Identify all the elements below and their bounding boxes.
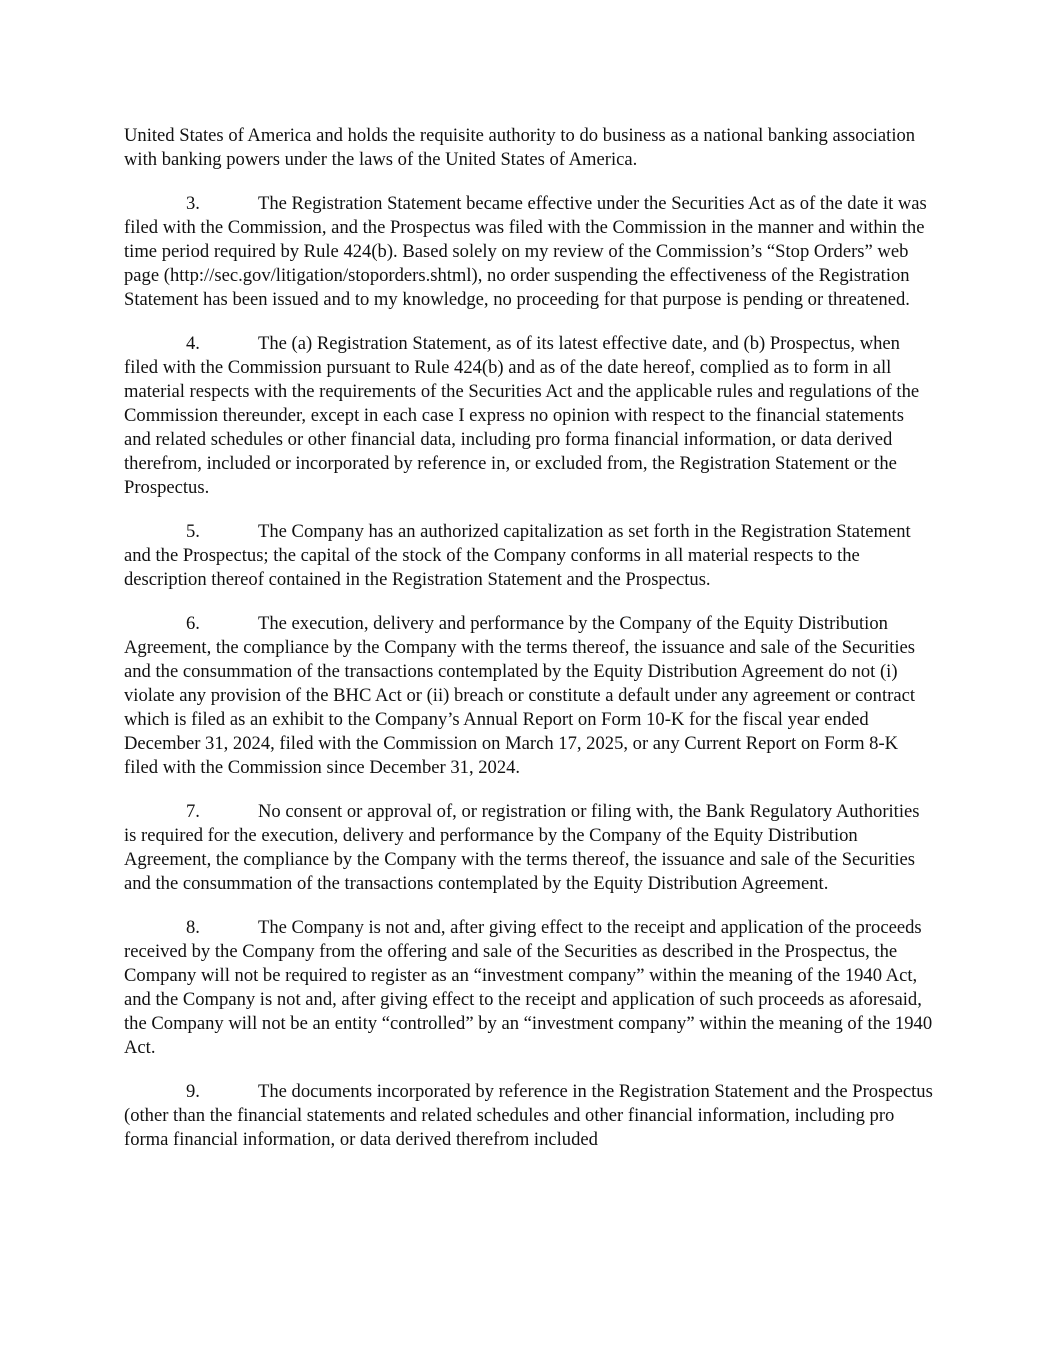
paragraph-number: 7. <box>186 801 200 822</box>
paragraph-number: 4. <box>186 333 200 354</box>
paragraph-6 <box>124 612 934 780</box>
paragraph-text: The Company has an authorized capitalization as set forth in the Registration Statement and the Prospectus; the capital of the stock of the Company conforms in all material respects to the description thereof contained in the Registration Statement and the Prospectus. <box>124 521 911 590</box>
paragraph-text: The documents incorporated by reference in the Registration Statement and the Prospectus (other than the financial statements and related schedules and other financial information, including pro forma financial information, or data derived therefrom included <box>124 1081 933 1150</box>
paragraph-number: 9. <box>186 1081 200 1102</box>
paragraph-number: 5. <box>186 521 200 542</box>
paragraph-3 <box>124 192 934 312</box>
paragraph-5 <box>124 520 934 592</box>
continuation-paragraph <box>124 124 934 172</box>
paragraph-text: The execution, delivery and performance by the Company of the Equity Distribution Agreement, the compliance by the Company with the terms thereof, the issuance and sale of the Securities and the consummation of the transactions contemplated by the Equity Distribution Agreement do not (i) violate any provision of the BHC Act or (ii) breach or constitute a default under any agreement or contract which is filed as an exhibit to the Company’s Annual Report on Form 10-K for the fiscal year ended December 31, 2024, filed with the Commission on March 17, 2025, or any Current Report on Form 8-K filed with the Commission since December 31, 2024. <box>124 613 916 778</box>
paragraph-9 <box>124 1080 934 1152</box>
paragraph-number: 3. <box>186 193 200 214</box>
paragraph-number: 8. <box>186 917 200 938</box>
paragraph-8 <box>124 916 934 1060</box>
paragraph-number: 6. <box>186 613 200 634</box>
paragraph-text: The (a) Registration Statement, as of its latest effective date, and (b) Prospectus, when filed with the Commission pursuant to Rule 424(b) and as of the date hereof, complied as to form in all material respects with the requirements of the Securities Act and the applicable rules and regulations of the Commission thereunder, except in each case I express no opinion with respect to the financial statements and related schedules or other financial data, including pro forma financial information, or data derived therefrom, included or incorporated by reference in, or excluded from, the Registration Statement or the Prospectus. <box>124 333 920 498</box>
paragraph-4 <box>124 332 934 500</box>
document-page <box>124 124 934 1172</box>
paragraph-text: The Registration Statement became effective under the Securities Act as of the date it was filed with the Commission, and the Prospectus was filed with the Commission in the manner and within the time period required by Rule 424(b). Based solely on my review of the Commission’s “Stop Orders” web page (http://sec.gov/litigation/stoporders.shtml), no order suspending the effectiveness of the Registration Statement has been issued and to my knowledge, no proceeding for that purpose is pending or threatened. <box>124 193 927 310</box>
paragraph-text: No consent or approval of, or registration or filing with, the Bank Regulatory Authorities is required for the execution, delivery and performance by the Company of the Equity Distribution Agreement, the compliance by the Company with the terms thereof, the issuance and sale of the Securities and the consummation of the transactions contemplated by the Equity Distribution Agreement. <box>124 801 920 894</box>
paragraph-7 <box>124 800 934 896</box>
paragraph-text: The Company is not and, after giving effect to the receipt and application of the proceeds received by the Company from the offering and sale of the Securities as described in the Prospectus, the Company will not be required to register as an “investment company” within the meaning of the 1940 Act, and the Company is not and, after giving effect to the receipt and application of such proceeds as aforesaid, the Company will not be an entity “controlled” by an “investment company” within the meaning of the 1940 Act. <box>124 917 933 1058</box>
paragraph-text: United States of America and holds the requisite authority to do business as a national banking association with banking powers under the laws of the United States of America. <box>124 125 916 170</box>
